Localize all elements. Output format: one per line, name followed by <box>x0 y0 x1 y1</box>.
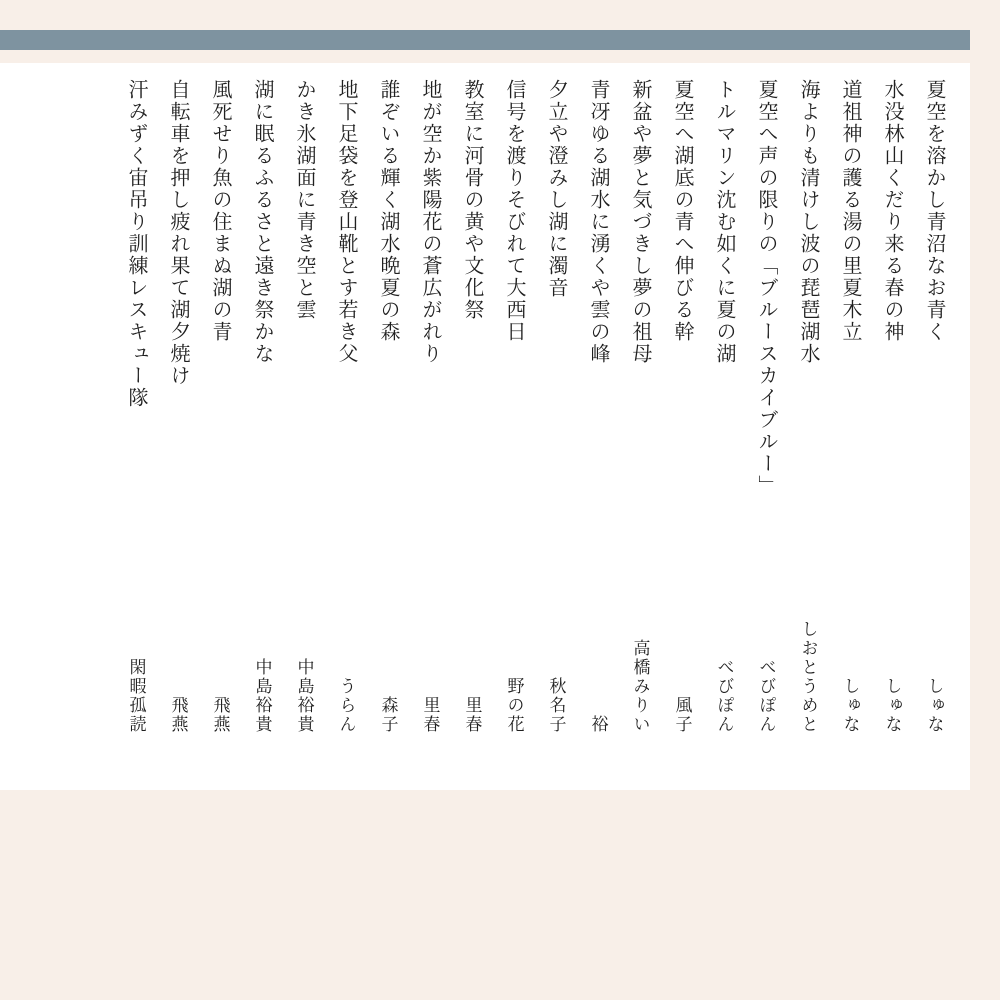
haiku-text: 風死せり魚の住まぬ湖の青 <box>209 79 231 343</box>
haiku-author: 野の花 <box>504 677 524 734</box>
haiku-column <box>210 79 230 734</box>
haiku-text: 誰ぞいる輝く湖水晩夏の森 <box>377 79 399 343</box>
haiku-text: 新盆や夢と気づきし夢の祖母 <box>629 79 651 365</box>
haiku-text: 海よりも清けし波の琵琶湖水 <box>797 79 819 365</box>
haiku-author: 中島裕貴 <box>294 658 314 734</box>
haiku-author: 飛燕 <box>210 696 230 734</box>
haiku-column <box>126 79 146 734</box>
haiku-author: しゅな <box>924 677 944 734</box>
haiku-text: 湖に眠るふるさと遠き祭かな <box>251 79 273 365</box>
haiku-text: かき氷湖面に青き空と雲 <box>293 79 315 321</box>
haiku-author: べびぽん <box>756 658 776 734</box>
haiku-author: べびぽん <box>714 658 734 734</box>
haiku-text: 教室に河骨の黄や文化祭 <box>461 79 483 321</box>
haiku-author: しゅな <box>840 677 860 734</box>
haiku-text: 夏空を溶かし青沼なお青く <box>923 79 945 343</box>
haiku-column <box>924 79 944 734</box>
haiku-column <box>630 79 650 734</box>
haiku-author: 森子 <box>378 696 398 734</box>
haiku-author: 中島裕貴 <box>252 658 272 734</box>
haiku-text: 青冴ゆる湖水に湧くや雲の峰 <box>587 79 609 365</box>
haiku-column <box>714 79 734 734</box>
haiku-column <box>756 79 776 734</box>
haiku-text: 信号を渡りそびれて大西日 <box>503 79 525 343</box>
haiku-column <box>588 79 608 734</box>
haiku-author: しおとうめと <box>798 620 818 734</box>
haiku-text: 夏空へ湖底の青へ伸びる幹 <box>671 79 693 343</box>
haiku-author: うらん <box>336 677 356 734</box>
haiku-column <box>672 79 692 734</box>
haiku-author: 秋名子 <box>546 677 566 734</box>
haiku-text: トルマリン沈む如くに夏の湖 <box>713 79 735 365</box>
haiku-text: 道祖神の護る湯の里夏木立 <box>839 79 861 343</box>
haiku-text: 夏空へ声の限りの「ブルースカイブルー」 <box>755 79 777 497</box>
haiku-column <box>378 79 398 734</box>
haiku-columns <box>0 63 970 790</box>
haiku-author: 里春 <box>420 696 440 734</box>
haiku-author: 飛燕 <box>168 696 188 734</box>
haiku-author: しゅな <box>882 677 902 734</box>
haiku-author: 風子 <box>672 696 692 734</box>
haiku-column <box>168 79 188 734</box>
haiku-text: 汗みずく宙吊り訓練レスキュー隊 <box>125 79 147 409</box>
haiku-author: 閑暇孤読 <box>126 658 146 734</box>
haiku-author: 裕 <box>588 715 608 734</box>
haiku-column <box>546 79 566 734</box>
haiku-author: 高橋みりい <box>630 639 650 734</box>
haiku-column <box>336 79 356 734</box>
haiku-column <box>462 79 482 734</box>
haiku-text: 水没林山くだり来る春の神 <box>881 79 903 343</box>
haiku-text: 自転車を押し疲れ果て湖夕焼け <box>167 79 189 387</box>
haiku-column <box>882 79 902 734</box>
haiku-column <box>294 79 314 734</box>
haiku-author: 里春 <box>462 696 482 734</box>
haiku-column <box>798 79 818 734</box>
haiku-column <box>840 79 860 734</box>
haiku-panel <box>0 63 970 790</box>
haiku-text: 地が空か紫陽花の蒼広がれり <box>419 79 441 365</box>
haiku-column <box>420 79 440 734</box>
haiku-text: 地下足袋を登山靴とす若き父 <box>335 79 357 365</box>
haiku-text: 夕立や澄みし湖に濁音 <box>545 79 567 299</box>
haiku-column <box>504 79 524 734</box>
haiku-column <box>252 79 272 734</box>
top-accent-bar <box>0 30 970 50</box>
